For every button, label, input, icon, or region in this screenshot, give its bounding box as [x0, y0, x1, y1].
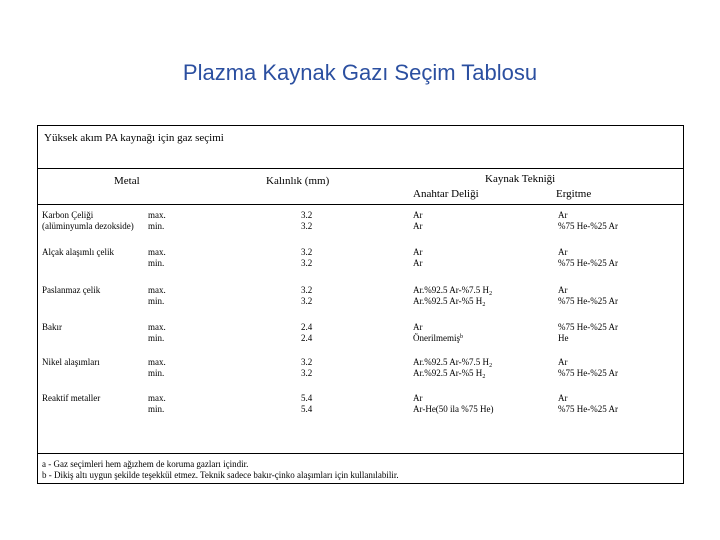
melt-gas-2: %75 He-%25 Ar: [558, 296, 618, 306]
thickness-min: 5.4: [301, 404, 313, 414]
gas-selection-table: [37, 125, 684, 484]
keyhole-gas-1: Ar.%92.5 Ar-%7.5 $H_2$: [413, 357, 493, 369]
thickness-max: 3.2: [301, 285, 313, 295]
level-min: min.: [148, 258, 165, 268]
keyhole-gas-2: Ar: [413, 221, 423, 231]
keyhole-gas-2: Ar.%92.5 Ar-%5 $H_2$: [413, 296, 486, 308]
metal-name: Alçak alaşımlı çelik: [42, 247, 114, 257]
footnote-b: b - Dikiş altı uygun şekilde teşekkül etmez. Teknik sadece bakır-çinko alaşımları için kullanılabilir.: [42, 470, 399, 480]
melt-gas-1: Ar: [558, 357, 568, 367]
level-min: min.: [148, 404, 165, 414]
thickness-max: 3.2: [301, 357, 313, 367]
level-min: min.: [148, 296, 165, 306]
thickness-max: 3.2: [301, 247, 313, 257]
level-min: min.: [148, 368, 165, 378]
metal-name: Karbon Çeliği: [42, 210, 94, 220]
level-max: max.: [148, 247, 166, 257]
divider: [38, 168, 683, 169]
melt-gas-2: He: [558, 333, 569, 343]
melt-gas-2: %75 He-%25 Ar: [558, 368, 618, 378]
divider: [38, 204, 683, 205]
thickness-min: 3.2: [301, 258, 313, 268]
metal-name: Bakır: [42, 322, 62, 332]
keyhole-gas-1: Ar: [413, 322, 423, 332]
header-metal: Metal: [114, 175, 140, 187]
melt-gas-2: %75 He-%25 Ar: [558, 221, 618, 231]
keyhole-gas-2: Ar-He(50 ila %75 He): [413, 404, 494, 414]
header-technique: Kaynak Tekniği: [485, 173, 556, 185]
header-keyhole: Anahtar Deliği: [413, 188, 479, 200]
melt-gas-1: %75 He-%25 Ar: [558, 322, 618, 332]
metal-name: Nikel alaşımları: [42, 357, 100, 367]
level-max: max.: [148, 393, 166, 403]
melt-gas-1: Ar: [558, 247, 568, 257]
keyhole-gas-2: Önerilmemiş$^b$: [413, 333, 463, 343]
keyhole-gas-1: Ar: [413, 393, 423, 403]
keyhole-gas-1: Ar: [413, 247, 423, 257]
melt-gas-2: %75 He-%25 Ar: [558, 258, 618, 268]
melt-gas-1: Ar: [558, 285, 568, 295]
thickness-min: 3.2: [301, 296, 313, 306]
metal-name: Reaktif metaller: [42, 393, 101, 403]
header-melt-in: Ergitme: [556, 188, 592, 200]
thickness-max: 2.4: [301, 322, 313, 332]
metal-name: Paslanmaz çelik: [42, 285, 101, 295]
level-max: max.: [148, 285, 166, 295]
level-max: max.: [148, 210, 166, 220]
table-subtitle: Yüksek akım PA kaynağı için gaz seçimi: [44, 132, 224, 144]
thickness-max: 5.4: [301, 393, 313, 403]
thickness-min: 3.2: [301, 368, 313, 378]
level-max: max.: [148, 357, 166, 367]
thickness-max: 3.2: [301, 210, 313, 220]
level-min: min.: [148, 221, 165, 231]
keyhole-gas-2: Ar.%92.5 Ar-%5 $H_2$: [413, 368, 486, 380]
thickness-min: 2.4: [301, 333, 313, 343]
level-min: min.: [148, 333, 165, 343]
metal-note: (alüminyumla dezokside): [42, 221, 134, 231]
page-title: Plazma Kaynak Gazı Seçim Tablosu: [182, 60, 538, 85]
footnote-a: a - Gaz seçimleri hem ağızhem de koruma gazları içindir.: [42, 459, 249, 469]
keyhole-gas-2: Ar: [413, 258, 423, 268]
keyhole-gas-1: Ar: [413, 210, 423, 220]
keyhole-gas-1: Ar.%92.5 Ar-%7.5 $H_2$: [413, 285, 493, 297]
level-max: max.: [148, 322, 166, 332]
header-thickness: Kalınlık (mm): [266, 175, 330, 187]
thickness-min: 3.2: [301, 221, 313, 231]
melt-gas-1: Ar: [558, 210, 568, 220]
melt-gas-2: %75 He-%25 Ar: [558, 404, 618, 414]
melt-gas-1: Ar: [558, 393, 568, 403]
divider: [38, 453, 683, 454]
